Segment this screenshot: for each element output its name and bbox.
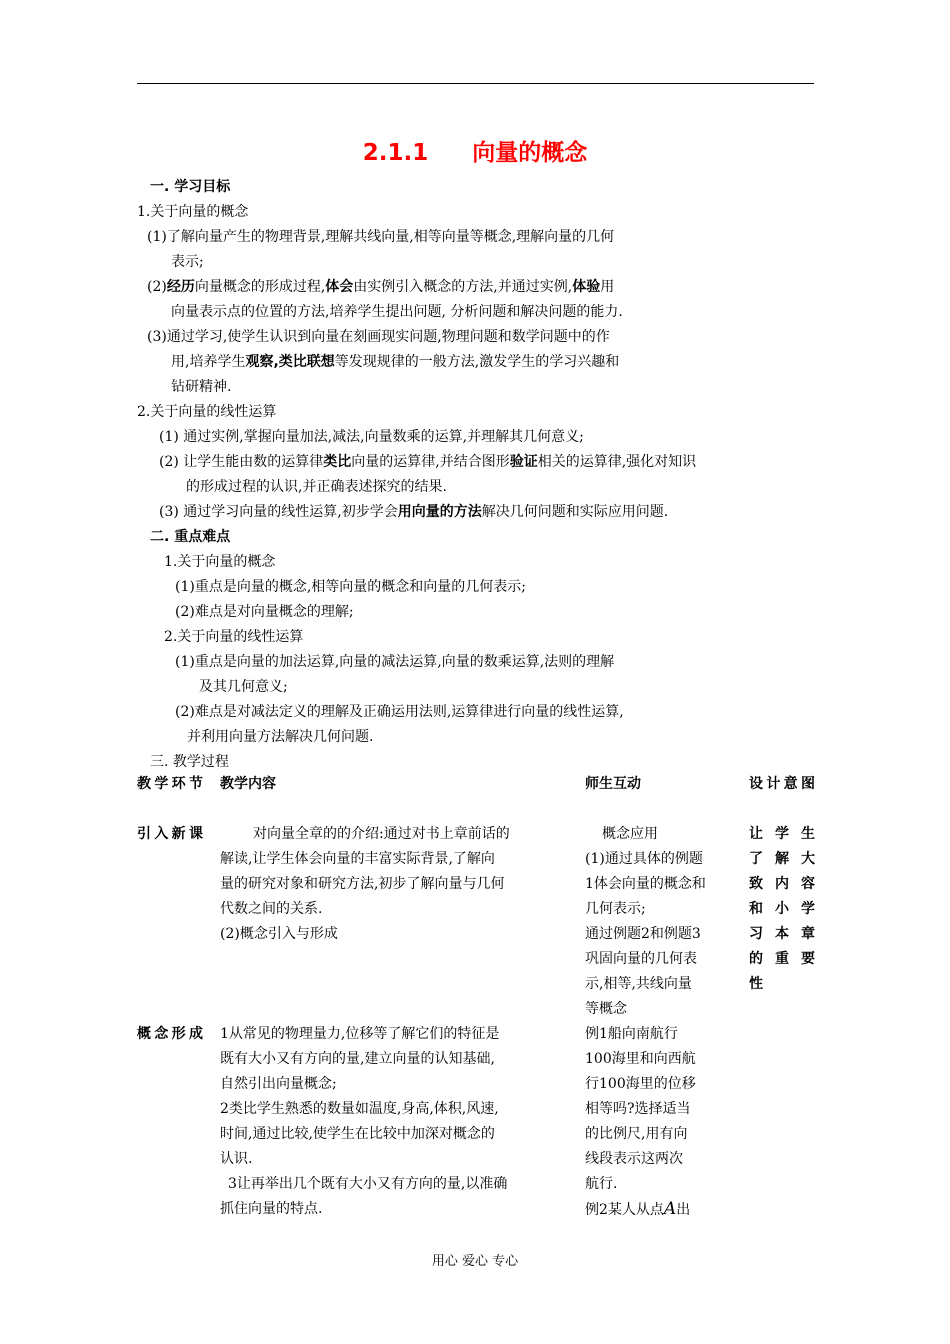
row2-content-line: 抓住向量的特点. [220, 1201, 323, 1217]
row1-intent-line: 习本章 [749, 926, 815, 942]
section2-sub1-title: 1.关于向量的概念 [164, 554, 276, 570]
row2-stage: 概念形成 [137, 1026, 203, 1042]
row2-content-line: 自然引出向量概念; [220, 1076, 337, 1092]
section1-sub1-title: 1.关于向量的概念 [137, 204, 249, 220]
row1-intent-line: 致内容 [749, 876, 815, 892]
table-header-stage: 教学环节 [137, 776, 203, 792]
row2-content-line: 3让再举出几个既有大小又有方向的量,以准确 [228, 1176, 508, 1192]
row1-content-line: 代数之间的关系. [220, 901, 323, 917]
table-header-interaction: 师生互动 [585, 776, 641, 792]
section1-sub1-p2-l1: (2)经历向量概念的形成过程,体会由实例引入概念的方法,并通过实例,体验用 [147, 279, 615, 295]
section2-heading: 二. 重点难点 [150, 529, 231, 545]
row2-interaction-line: 相等吗?选择适当 [585, 1101, 691, 1117]
section1-sub2-p2-l2: 的形成过程的认识,并正确表述探究的结果. [186, 479, 447, 495]
table-header-content: 教学内容 [220, 776, 276, 792]
section2-sub2-p2-l2: 并利用向量方法解决几何问题. [187, 729, 374, 745]
row1-interaction-line: (1)通过具体的例题 [585, 851, 703, 867]
row1-content [220, 822, 570, 947]
row1-intent-line: 的重要 [749, 951, 815, 967]
row2-interaction-line: 航行. [585, 1176, 618, 1192]
section1-sub1-p3-l2: 用,培养学生观察,类比联想等发现规律的一般方法,激发学生的学习兴趣和 [171, 354, 620, 370]
row2-content-line: 认识. [220, 1151, 253, 1167]
row1-interaction-line: 1体会向量的概念和 [585, 876, 706, 892]
section1-sub2-p2-l1: (2) 让学生能由数的运算律类比向量的运算律,并结合图形验证相关的运算律,强化对知识 [159, 454, 697, 470]
section1-sub1-p1-l1: (1)了解向量产生的物理背景,理解共线向量,相等向量等概念,理解向量的几何 [147, 229, 615, 245]
section2-sub2-p1-l1: (1)重点是向量的加法运算,向量的减法运算,向量的数乘运算,法则的理解 [175, 654, 615, 670]
section1-sub2-title: 2.关于向量的线性运算 [137, 404, 277, 420]
row2-interaction-line: 的比例尺,用有向 [585, 1126, 688, 1142]
row1-content-line: (2)概念引入与形成 [220, 926, 338, 942]
page-footer: 用心 爱心 专心 [431, 1254, 519, 1269]
row2-content-line: 1从常见的物理量力,位移等了解它们的特征是 [220, 1026, 500, 1042]
row2-interaction-line: 行100海里的位移 [585, 1076, 696, 1092]
header-rule [137, 83, 814, 84]
row2-content-line: 时间,通过比较,使学生在比较中加深对概念的 [220, 1126, 495, 1142]
row2-interaction-line: 例2某人从点A出 [585, 1199, 691, 1219]
section3-heading: 三. 教学过程 [150, 754, 229, 770]
page-title [0, 134, 950, 167]
row1-stage: 引入新课 [137, 826, 203, 842]
section2-sub2-p2-l1: (2)难点是对减法定义的理解及正确运用法则,运算律进行向量的线性运算, [175, 704, 624, 720]
row1-intent [749, 822, 815, 997]
section1-sub2-p1: (1) 通过实例,掌握向量加法,减法,向量数乘的运算,并理解其几何意义; [159, 429, 584, 445]
row1-interaction-line: 通过例题2和例题3 [585, 926, 701, 942]
row1-interaction-line: 概念应用 [602, 826, 658, 842]
row1-intent-line: 和小学 [749, 901, 815, 917]
row1-interaction-line: 等概念 [585, 1001, 627, 1017]
row2-content [220, 1022, 570, 1222]
section1-sub1-p3-l1: (3)通过学习,使学生认识到向量在刻画现实问题,物理问题和数学问题中的作 [147, 329, 610, 345]
row2-interaction-line: 线段表示这两次 [585, 1151, 683, 1167]
section1-sub1-p2-l2: 向量表示点的位置的方法,培养学生提出问题, 分析问题和解决问题的能力. [171, 304, 623, 320]
row1-intent-line: 了解大 [749, 851, 815, 867]
row2-interaction-line: 例1船向南航行 [585, 1026, 678, 1042]
section1-sub2-p3: (3) 通过学习向量的线性运算,初步学会用向量的方法解决几何问题和实际应用问题. [159, 504, 669, 520]
row1-content-line: 量的研究对象和研究方法,初步了解向量与几何 [220, 876, 505, 892]
row1-intent-line: 让学生 [749, 826, 815, 842]
row1-content-line: 对向量全章的的介绍:通过对书上章前话的 [253, 826, 510, 842]
row2-interaction-line: 100海里和向西航 [585, 1051, 696, 1067]
row1-interaction-line: 巩固向量的几何表 [585, 951, 697, 967]
row1-intent-line: 性 [749, 976, 763, 992]
section2-sub1-p2: (2)难点是对向量概念的理解; [175, 604, 354, 620]
section1-heading: 一. 学习目标 [150, 179, 231, 195]
section2-sub2-title: 2.关于向量的线性运算 [164, 629, 304, 645]
variable-a: A [663, 1199, 677, 1219]
section1-sub1-p3-l3: 钻研精神. [171, 379, 232, 395]
title-name: 向量的概念 [472, 140, 588, 166]
section1-sub1-p1-l2: 表示; [171, 254, 204, 270]
section2-sub1-p1: (1)重点是向量的概念,相等向量的概念和向量的几何表示; [175, 579, 526, 595]
row1-interaction-line: 几何表示; [585, 901, 646, 917]
section2-sub2-p1-l2: 及其几何意义; [199, 679, 288, 695]
row1-content-line: 解读,让学生体会向量的丰富实际背景,了解向 [220, 851, 495, 867]
table-header-intent: 设计意图 [749, 776, 815, 792]
row2-content-line: 2类比学生熟悉的数量如温度,身高,体积,风速, [220, 1101, 499, 1117]
row2-content-line: 既有大小又有方向的量,建立向量的认知基础, [220, 1051, 495, 1067]
row1-interaction-line: 示,相等,共线向量 [585, 976, 692, 992]
title-number: 2.1.1 [362, 140, 429, 166]
row1-interaction [585, 822, 735, 1022]
row2-interaction [585, 1022, 735, 1223]
